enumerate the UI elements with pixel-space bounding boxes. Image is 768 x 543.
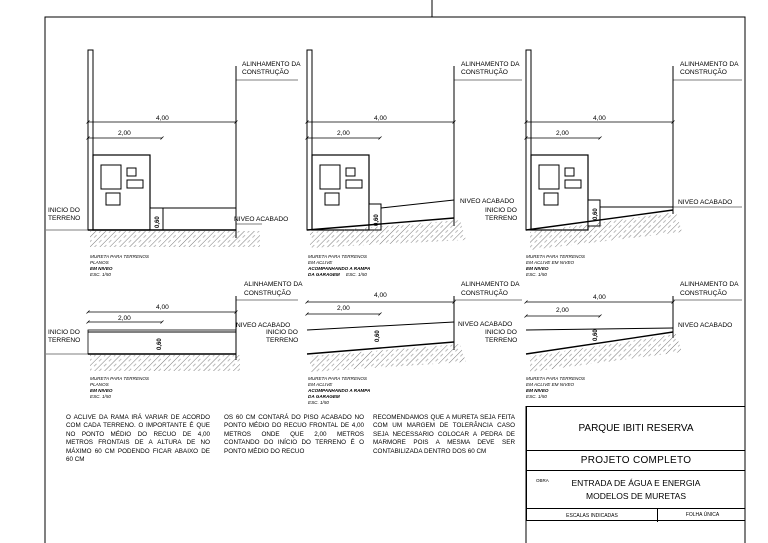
dim-mureta: 0,60 [157, 338, 163, 350]
alinhamento-label: CONSTRUÇÃO [244, 290, 291, 297]
caption: ESC. 1/50 [346, 272, 367, 277]
caption: EM ACLIVE EM NIVEO [526, 260, 575, 265]
caption: PLANOS [90, 382, 109, 387]
inicio-label: INICIO DO [266, 329, 298, 336]
caption: MURETA PARA TERRENOS [308, 254, 367, 259]
title-line-1: ENTRADA DE ÁGUA E ENERGIA [571, 477, 701, 488]
inicio-label: TERRENO [48, 337, 81, 344]
dim-half: 2,00 [556, 130, 569, 137]
caption: ESC. 1/50 [526, 272, 547, 277]
project-type: PROJETO COMPLETO [527, 451, 745, 471]
dim-total: 4,00 [593, 294, 606, 301]
caption: EM NIVEO [90, 266, 113, 271]
caption: EM NIVEO [526, 388, 549, 393]
nivel-label: NIVEO ACABADO [678, 322, 733, 329]
caption: PLANOS [90, 260, 109, 265]
caption: EM ACLIVE [308, 382, 333, 387]
alinhamento-label: ALINHAMENTO DA [461, 61, 520, 68]
dim-mureta: 0,60 [374, 214, 380, 226]
inicio-label: TERRENO [485, 215, 518, 222]
alinhamento-label: ALINHAMENTO DA [461, 281, 520, 288]
caption: MURETA PARA TERRENOS [90, 376, 149, 381]
dim-total: 4,00 [156, 115, 169, 122]
inicio-label: INICIO DO [485, 207, 517, 214]
inicio-label: INICIO DO [48, 329, 80, 336]
alinhamento-label: CONSTRUÇÃO [680, 69, 727, 76]
dim-half: 2,00 [118, 315, 131, 322]
alinhamento-label: CONSTRUÇÃO [680, 290, 727, 297]
dim-mureta: 0,60 [593, 208, 599, 220]
title-block [526, 406, 745, 521]
title-line-2: MODELOS DE MURETAS [586, 490, 686, 501]
project-name: PARQUE IBITI RESERVA [527, 407, 745, 451]
sheet-label: FOLHA ÚNICA [657, 509, 747, 522]
detail-bottom-1 [46, 296, 298, 371]
caption: ESC. 1/50 [90, 394, 111, 399]
caption: EM ACLIVE [308, 260, 333, 265]
drawing-title [527, 471, 745, 509]
sheet-info [527, 509, 745, 522]
alinhamento-label: CONSTRUÇÃO [461, 69, 508, 76]
caption: MURETA PARA TERRENOS [526, 254, 585, 259]
nivel-label: NIVEO ACABADO [678, 199, 733, 206]
caption: ESC. 1/50 [90, 272, 111, 277]
dim-mureta: 0,60 [155, 216, 161, 228]
nivel-label: NIVEO ACABADO [234, 216, 289, 223]
alinhamento-label: ALINHAMENTO DA [680, 281, 739, 288]
dim-half: 2,00 [337, 130, 350, 137]
scales-label: ESCALAS INDICADAS [566, 512, 618, 519]
dim-half: 2,00 [337, 305, 350, 312]
dim-mureta: 0,60 [593, 329, 599, 341]
inicio-label: INICIO DO [485, 329, 517, 336]
inicio-label: INICIO DO [48, 207, 80, 214]
alinhamento-label: ALINHAMENTO DA [244, 281, 303, 288]
alinhamento-label: ALINHAMENTO DA [242, 61, 301, 68]
dim-total: 4,00 [374, 115, 387, 122]
nivel-label: NIVEO ACABADO [236, 322, 291, 329]
caption: MURETA PARA TERRENOS [526, 376, 585, 381]
caption: EM NIVEO [90, 388, 113, 393]
caption: MURETA PARA TERRENOS [90, 254, 149, 259]
detail-top-3 [526, 50, 742, 250]
note-aclive: O ACLIVE DA RAMA IRÁ VARIAR DE ACORDO COM CADA TERRENO. O IMPORTANTE É QUE NO PONTO MÉDIO DO RECUO DE 4,00 METROS FRONTAIS DE A ALTURA DE NO MÁXIMO 60 CM PODENDO FICAR ABAIXO DE 60 CM [66, 414, 210, 464]
obra-label: OBRA [536, 478, 549, 483]
inicio-label: TERRENO [48, 215, 81, 222]
dim-half: 2,00 [556, 307, 569, 314]
nivel-label: NIVEO ACABADO [460, 198, 515, 205]
caption: ESC. 1/50 [526, 394, 547, 399]
caption: ESC. 1/50 [308, 400, 329, 405]
note-recomendacao: RECOMENDAMOS QUE A MURETA SEJA FEITA COM UM MARGEM DE TOLERÂNCIA CASO SEJA NECESSARIO COLOCAR A PEDRA DE MARMORE POIS A MESMA DEVE SER CONTABILIZADA DENTRO DOS 60 CM [373, 414, 515, 455]
dim-total: 4,00 [374, 292, 387, 299]
caption: DA GARAGEM [308, 272, 340, 277]
dim-mureta: 0,60 [375, 330, 381, 342]
caption: EM NIVEO [526, 266, 549, 271]
caption: ACOMPANHANDO A RAMPA [308, 266, 371, 271]
caption: EM ACLIVE EM NIVEO [526, 382, 575, 387]
inicio-label: TERRENO [485, 337, 518, 344]
caption: DA GARAGEM [308, 394, 340, 399]
dim-total: 4,00 [156, 304, 169, 311]
alinhamento-label: CONSTRUÇÃO [242, 69, 289, 76]
alinhamento-label: CONSTRUÇÃO [461, 290, 508, 297]
inicio-label: TERRENO [266, 337, 299, 344]
note-60cm: OS 60 CM CONTARÁ DO PISO ACABADO NO PONTO MÉDIO DO RECUO FRONTAL DE 4,00 METROS ONDE QUE 2,00 METROS CONTANDO DO INÍCIO DO TERRENO É O PONTO MÉDIO DO RECUO [224, 414, 364, 455]
dim-total: 4,00 [593, 115, 606, 122]
dim-half: 2,00 [118, 130, 131, 137]
caption: ACOMPANHANDO A RAMPA [308, 388, 371, 393]
nivel-label: NIVEO ACABADO [458, 321, 513, 328]
alinhamento-label: ALINHAMENTO DA [680, 61, 739, 68]
caption: MURETA PARA TERRENOS [308, 376, 367, 381]
